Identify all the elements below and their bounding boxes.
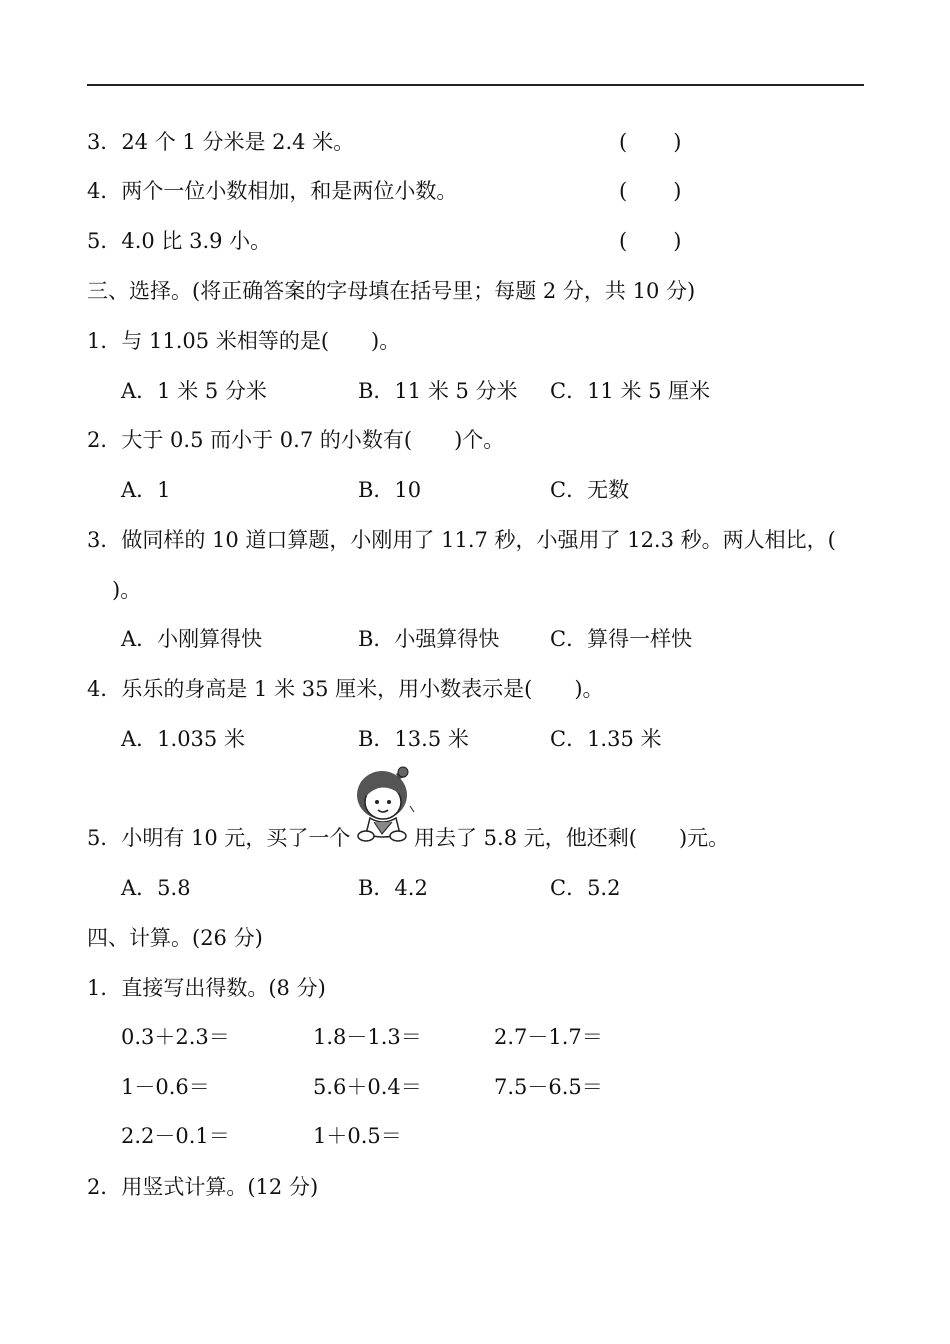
choice-q2-option-b: B．10 <box>358 478 422 502</box>
choice-q4-option-c: C．1.35 米 <box>550 727 662 751</box>
tf-item-5: 5．4.0 比 3.9 小。 <box>87 229 272 253</box>
choice-q2: 2．大于 0.5 而小于 0.7 的小数有( )个。 <box>87 428 505 452</box>
answer-paren-4[interactable]: ( ) <box>619 179 682 203</box>
choice-q4-option-b: B．13.5 米 <box>358 727 469 751</box>
choice-q5-option-c: C．5.2 <box>550 876 621 900</box>
choice-q4-option-a: A．1.035 米 <box>121 727 245 751</box>
choice-q1-option-b: B．11 米 5 分米 <box>358 379 518 403</box>
tf-item-3: 3．24 个 1 分米是 2.4 米。 <box>87 130 355 154</box>
section-3-title: 三、选择。(将正确答案的字母填在括号里；每题 2 分，共 10 分) <box>87 279 696 303</box>
calc-expression: 1＋0.5＝ <box>313 1124 402 1148</box>
calc-expression: 2.2－0.1＝ <box>121 1124 230 1148</box>
choice-q2-option-c: C．无数 <box>550 478 630 502</box>
calc-expression: 1－0.6＝ <box>121 1075 210 1099</box>
answer-paren-3[interactable]: ( ) <box>619 130 682 154</box>
choice-q5-option-b: B．4.2 <box>358 876 428 900</box>
answer-paren-5[interactable]: ( ) <box>619 229 682 253</box>
choice-q3-option-b: B．小强算得快 <box>358 627 500 651</box>
choice-q3-option-c: C．算得一样快 <box>550 627 693 651</box>
calc-expression: 7.5－6.5＝ <box>494 1075 603 1099</box>
choice-q1: 1．与 11.05 米相等的是( )。 <box>87 329 401 353</box>
choice-q5-part1: 5．小明有 10 元，买了一个 <box>87 826 351 850</box>
calc-q2-title: 2．用竖式计算。(12 分) <box>87 1175 319 1199</box>
doll-illustration <box>352 762 416 846</box>
choice-q3-line2: )。 <box>112 578 142 602</box>
choice-q3-option-a: A．小刚算得快 <box>121 627 263 651</box>
choice-q1-option-c: C．11 米 5 厘米 <box>550 379 711 403</box>
choice-q5-option-a: A．5.8 <box>121 876 191 900</box>
calc-q1-title: 1．直接写出得数。(8 分) <box>87 976 326 1000</box>
choice-q2-option-a: A．1 <box>121 478 171 502</box>
choice-q4: 4．乐乐的身高是 1 米 35 厘米，用小数表示是( )。 <box>87 677 604 701</box>
header-rule <box>87 84 864 86</box>
choice-q5-part2: 用去了 5.8 元，他还剩( )元。 <box>414 826 730 850</box>
choice-q3-line1: 3．做同样的 10 道口算题，小刚用了 11.7 秒，小强用了 12.3 秒。两人相比，( <box>87 528 836 552</box>
calc-expression: 1.8－1.3＝ <box>313 1025 422 1049</box>
choice-q1-option-a: A．1 米 5 分米 <box>121 379 267 403</box>
section-4-title: 四、计算。(26 分) <box>87 926 263 950</box>
calc-expression: 0.3＋2.3＝ <box>121 1025 230 1049</box>
calc-expression: 5.6＋0.4＝ <box>313 1075 422 1099</box>
calc-expression: 2.7－1.7＝ <box>494 1025 603 1049</box>
tf-item-4: 4．两个一位小数相加，和是两位小数。 <box>87 179 458 203</box>
